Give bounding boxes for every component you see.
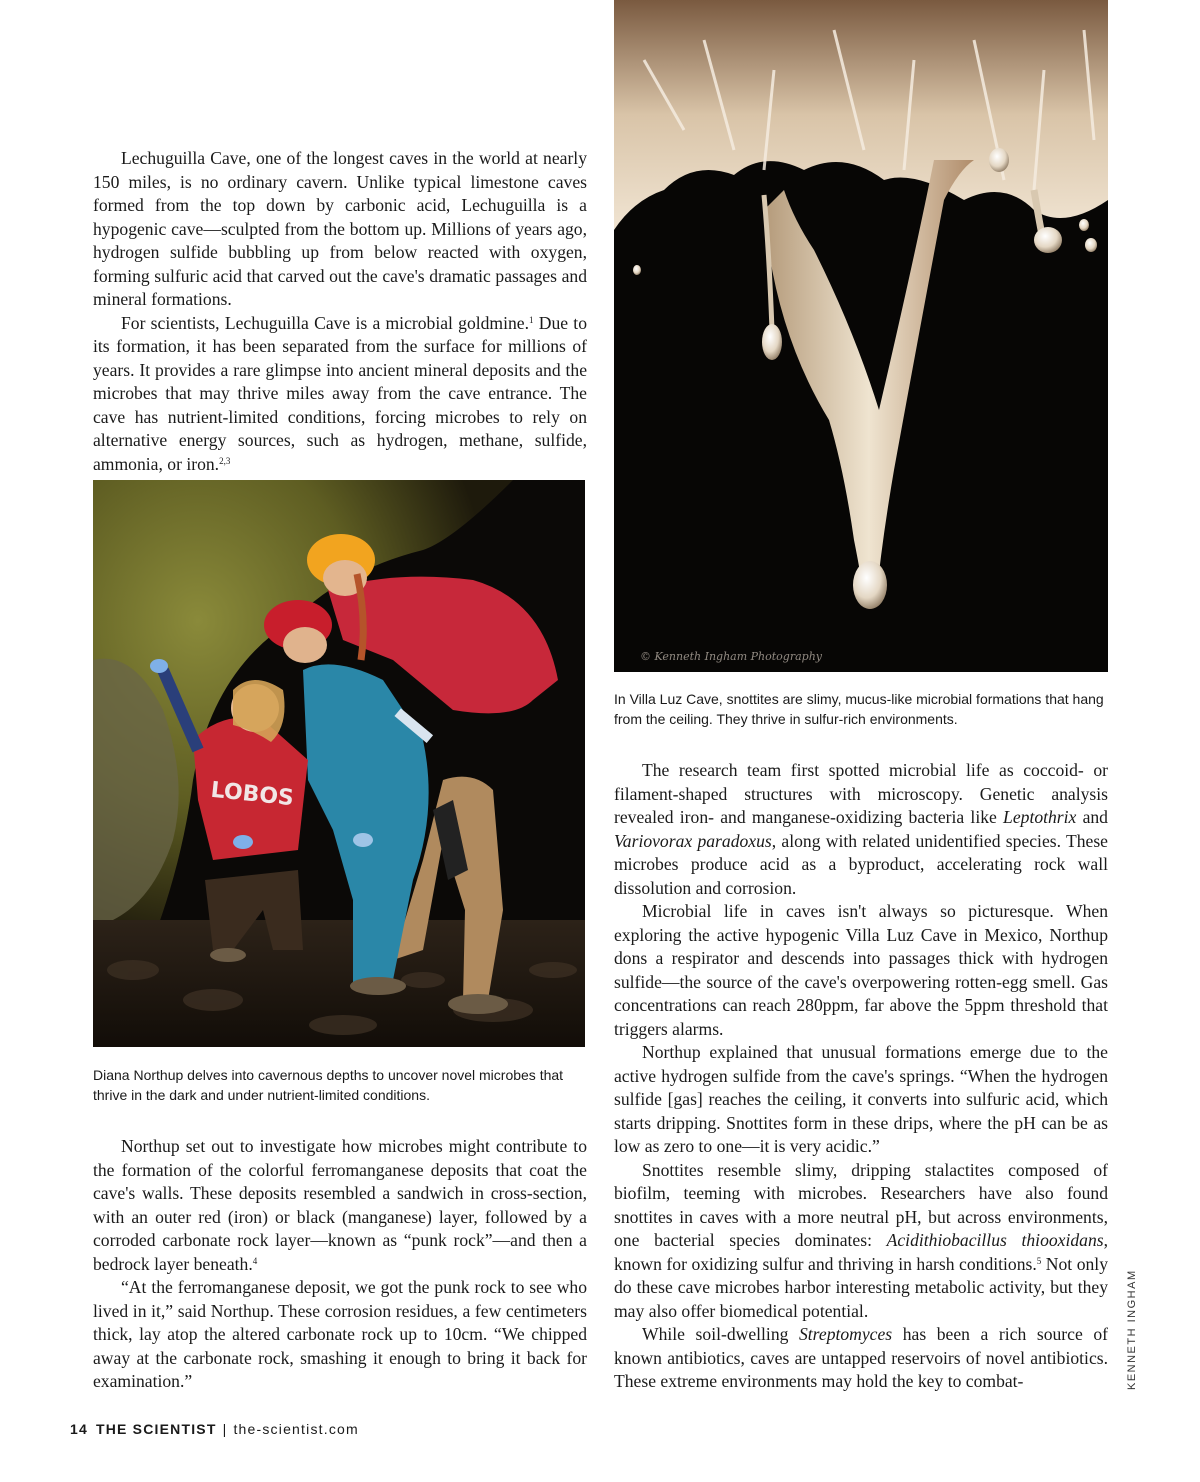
citation-ref: 4 (252, 1255, 258, 1266)
species-name: Leptothrix (1003, 807, 1077, 827)
species-name: Streptomyces (799, 1324, 893, 1344)
cavers-photo (93, 480, 585, 1047)
snottites-photo (614, 0, 1108, 672)
shirt-text: LOBOS (209, 777, 295, 812)
article-paragraph: Microbial life in caves isn't always so picturesque. When exploring the active hypogenic Villa Luz Cave in Mexico, Northup dons a respirator and descends into passages thick with hydrogen sulfide—the source of the cave's overpowering rotten-egg smell. Gas concentrations can reach 280ppm, far above the 5ppm threshold that triggers alarms. (614, 901, 1108, 1039)
folio (70, 1421, 359, 1437)
article-column-left-bottom (93, 1135, 587, 1394)
species-name: Acidithiobacillus thiooxidans (886, 1230, 1104, 1250)
photo-credit-text: KENNETH INGHAM (1126, 1269, 1138, 1390)
citation-ref: 2,3 (219, 455, 231, 466)
citation-ref: 1 (529, 314, 534, 325)
species-name: Variovorax paradoxus (614, 830, 772, 851)
website-link[interactable]: the-scientist.com (233, 1421, 359, 1437)
page-number: 14 (70, 1421, 88, 1437)
folio-separator: | (222, 1421, 228, 1437)
cavers-caption: Diana Northup delves into cavernous depths to uncover novel microbes that thrive in the dark and under nutrient-limited conditions. (93, 1067, 564, 1103)
photo-watermark: © Kenneth Ingham Photography (640, 650, 822, 663)
magazine-name: THE SCIENTIST (95, 1421, 217, 1437)
article-paragraph: While soil-dwelling Streptomyces has been a rich source of known antibiotics, caves are untapped reservoirs of novel antibiotics. These extreme environments may hold the key to combat- (614, 1324, 1109, 1391)
article-paragraph: For scientists, Lechuguilla Cave is a microbial goldmine.$^1$ Due to its formation, it has been separated from the surface for millions of years. It provides a rare glimpse into ancient mineral deposits and the microbes that may thrive miles away from the cave entrance. The cave has nutrient-limited conditions, forcing microbes to rely on alternative energy sources, such as hydrogen, methane, sulfide, ammonia, or iron.$^{2,3}$ (93, 312, 587, 474)
article-paragraph: “At the ferromanganese deposit, we got the punk rock to see who lived in it,” said Northup. These corrosion residues, a few centimeters thick, lay atop the altered carbonate rock up to 10cm. “We chipped away at the carbonate rock, smashing it enough to bring it back for examination.” (93, 1277, 587, 1391)
article-paragraph: Northup set out to investigate how microbes might contribute to the formation of the colorful ferromanganese deposits that coat the cave's walls. These deposits resembled a sandwich in cross-section, with an outer red (iron) or black (manganese) layer, followed by a corroded carbonate rock layer—known as “punk rock”—and then a bedrock layer beneath.$^4$ (93, 1136, 587, 1274)
article-column-right (614, 759, 1108, 1394)
snottites-caption: In Villa Luz Cave, snottites are slimy, mucus-like microbial formations that hang from the ceiling. They thrive in sulfur-rich environments. (614, 691, 1104, 727)
article-paragraph: The research team first spotted microbial life as coccoid- or filament-shaped structures with microscopy. Genetic analysis revealed iron- and manganese-oxidizing bacteria like Leptothrix and Variovorax paradoxus, along with related unidentified species. These microbes produce acid as a byproduct, accelerating rock wall dissolution and corrosion. (614, 760, 1108, 898)
photo-credit (1126, 1269, 1140, 1390)
article-column-left-top (93, 147, 587, 476)
article-paragraph: Lechuguilla Cave, one of the longest caves in the world at nearly 150 miles, is no ordinary cavern. Unlike typical limestone caves formed from the top down by carbonic acid, Lechuguilla is a hypogenic cave—sculpted from the bottom up. Millions of years ago, hydrogen sulfide bubbling up from below reacted with oxygen, forming sulfuric acid that carved out the cave's dramatic passages and mineral formations. (93, 148, 587, 309)
article-paragraph: Northup explained that unusual formations emerge due to the active hydrogen sulfide from the cave's springs. “When the hydrogen sulfide [gas] reaches the ceiling, it converts into sulfuric acid, which starts dripping. Snottites form in these drips, where the pH can be as low as zero to one—it is very acidic.” (614, 1042, 1108, 1156)
article-paragraph: Snottites resemble slimy, dripping stalactites composed of biofilm, teeming with microbes. Researchers have also found snottites in caves with a more neutral pH, but across environments, one bacterial species dominates: Acidithiobacillus thiooxidans, known for oxidizing sulfur and thriving in harsh conditions.$^5$ Not only do these cave microbes harbor interesting metabolic activity, but they may also offer biomedical potential. (614, 1159, 1109, 1321)
citation-ref: 5 (1036, 1255, 1042, 1266)
